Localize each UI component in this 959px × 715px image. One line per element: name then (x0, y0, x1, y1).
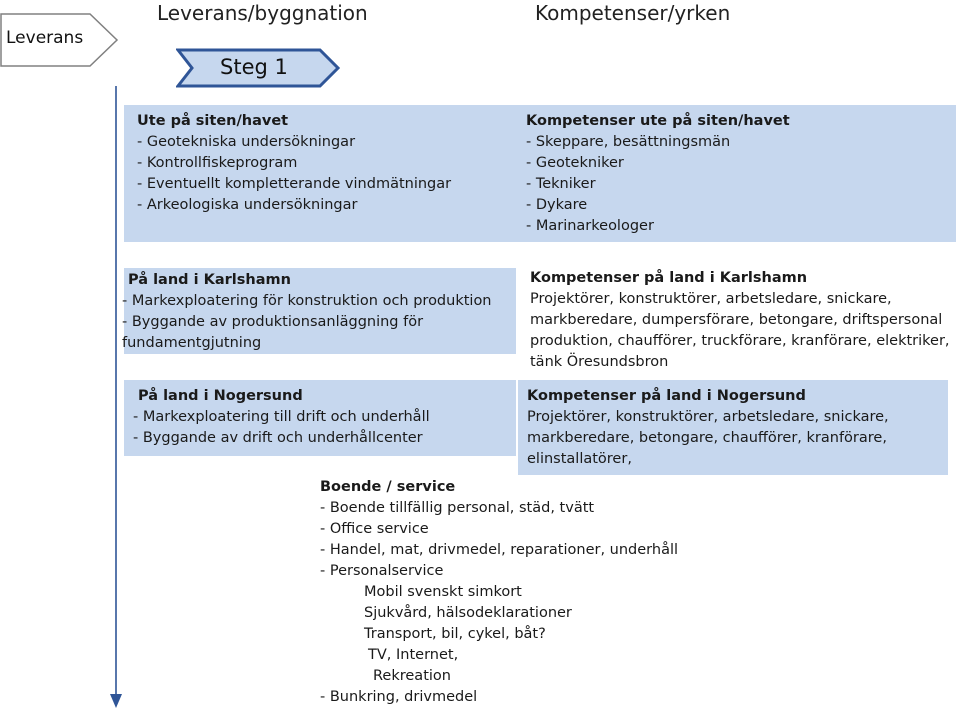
boende-item: - Bunkring, drivmedel (320, 689, 478, 705)
nogersund-left-list (133, 407, 430, 449)
boende-block (320, 477, 678, 708)
site-right-block (526, 111, 790, 237)
site-right-item: - Dykare (526, 197, 588, 213)
karlshamn-right-item: produktion, chaufförer, truckförare, kranförare, elektriker, (530, 333, 950, 349)
karlshamn-right-item: Projektörer, konstruktörer, arbetsledare, snickare, (530, 291, 892, 307)
karlshamn-left-item: - Byggande av produktionsanläggning för (122, 314, 424, 330)
site-left-block (137, 111, 451, 216)
karlshamn-left-item: fundamentgjutning (122, 335, 262, 351)
site-right-item: - Geotekniker (526, 155, 624, 171)
karlshamn-right-item: markberedare, dumpersförare, betongare, driftspersonal (530, 312, 943, 328)
boende-subitem: Mobil svenskt simkort (364, 584, 522, 600)
nogersund-right-block (527, 386, 889, 470)
boende-subitem: Sjukvård, hälsodeklarationer (364, 605, 572, 621)
nogersund-left-title: På land i Nogersund (138, 388, 303, 404)
karlshamn-left-list (122, 291, 492, 354)
header-kompetenser-yrken: Kompetenser/yrken (535, 1, 731, 25)
site-right-item: - Skeppare, besättningsmän (526, 134, 731, 150)
boende-item: - Office service (320, 521, 429, 537)
site-left-item: - Kontrollfiskeprogram (137, 155, 298, 171)
nogersund-right-title: Kompetenser på land i Nogersund (527, 388, 806, 404)
nogersund-left-item: - Markexploatering till drift och underhåll (133, 409, 430, 425)
nogersund-right-item: elinstallatörer, (527, 451, 632, 467)
karlshamn-right-item: tänk Öresundsbron (530, 354, 669, 370)
karlshamn-left-item: - Markexploatering för konstruktion och produktion (122, 293, 492, 309)
nogersund-left-item: - Byggande av drift och underhållcenter (133, 430, 423, 446)
boende-title: Boende / service (320, 479, 456, 495)
site-left-title: Ute på siten/havet (137, 113, 289, 129)
nogersund-left-title-block (138, 386, 303, 407)
boende-subitem: TV, Internet, (368, 647, 459, 663)
boende-item: - Boende tillfällig personal, städ, tvätt (320, 500, 595, 516)
steg-1-arrow (176, 48, 340, 88)
karlshamn-left-block (128, 270, 291, 291)
nogersund-right-item: markberedare, betongare, chaufförer, kranförare, (527, 430, 887, 446)
boende-item: - Handel, mat, drivmedel, reparationer, underhåll (320, 542, 679, 558)
nogersund-right-item: Projektörer, konstruktörer, arbetsledare, snickare, (527, 409, 889, 425)
leverans-label: Leverans (6, 28, 84, 48)
site-left-item: - Arkeologiska undersökningar (137, 197, 358, 213)
boende-subitem: Transport, bil, cykel, båt? (364, 626, 546, 642)
site-right-title: Kompetenser ute på siten/havet (526, 113, 790, 129)
karlshamn-right-block (530, 268, 950, 373)
boende-item: - Personalservice (320, 563, 444, 579)
site-left-item: - Geotekniska undersökningar (137, 134, 356, 150)
header-leverans-byggnation: Leverans/byggnation (157, 1, 368, 25)
steg-1-label: Steg 1 (220, 55, 288, 79)
karlshamn-right-title: Kompetenser på land i Karlshamn (530, 270, 808, 286)
site-right-item: - Tekniker (526, 176, 596, 192)
boende-subitem: Rekreation (373, 668, 451, 684)
site-right-item: - Marinarkeologer (526, 218, 654, 234)
karlshamn-left-title: På land i Karlshamn (128, 272, 291, 288)
leverans-arrow (0, 0, 120, 80)
site-left-item: - Eventuellt kompletterande vindmätningar (137, 176, 452, 192)
